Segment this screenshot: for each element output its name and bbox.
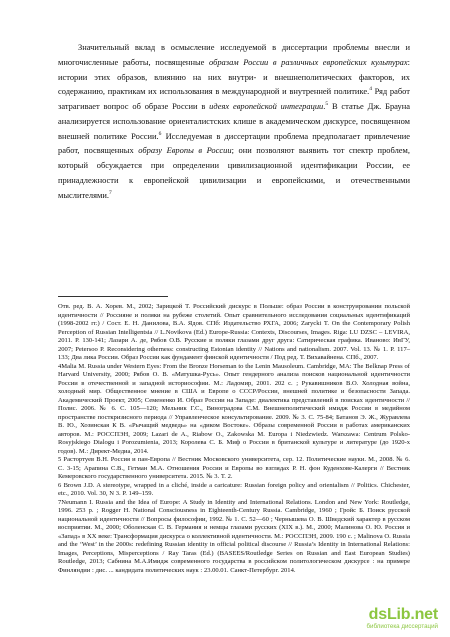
footnote-ref[interactable]: 7	[108, 189, 112, 196]
text-run: В статье Дж. Брауна анализируется использование ориенталистских клише в академическом дискурсе, посвященном внешней политике России.	[58, 101, 410, 141]
watermark-subtitle: библиотека диссертаций	[366, 623, 438, 630]
watermark-logo	[369, 606, 438, 624]
main-text	[58, 40, 410, 202]
text-run: Исследуемая в диссертации проблема предполагает привлечение работ, посвященных	[58, 130, 411, 156]
main-paragraph	[58, 40, 410, 202]
footnote: Отв. ред. В. А. Хорев. М., 2002; Зарицкой Т. Российский дискурс в Польше: образ России в конструировании польской идентичности // Россияне и поляки на рубеже столетий. Опыт сравнительного исследования социальных идентификаций (1998-2002 гг.) / Сост. Е. Н. Данилова, В.А. Ядов. СПб: Издательство РХГА, 2006; Zarycki T. On the Contemporary Polish Perception of Russian Intelligentsia // L.Novikova (Ed.) Europe-Russia: Contexts, Discourses, Images. Riga: LU DZSC – LEVIRA, 2011. P. 130-141; Лазари А. де, Рябов О.В. Русские и поляки глазами друг друга: Сатирическая графика. Иваново: ИвГУ, 2007; Petersoo P. Reconsidering otherness: constructing Estonian identity // Nations and nationalism. 2007. Vol. 13. № 1. P. 117–133; Два лика России. Образ России как фундамент финской идентичности / Под ред. Т. Вихавайнена. СПб., 2007.	[58, 303, 410, 361]
footnote: 6 Brown J.D. A stereotype, wrapped in a cliché, inside a caricature: Russian foreign policy and orientalism // Politics. Chichester, etc., 2010. Vol. 30, N 3. P. 149–159.	[58, 481, 410, 497]
footnote: 7Neumann I. Russia and the Idea of Europe: A Study in Identity and International Relations. London and New York: Routledge, 1996. 253 p. ; Rogger H. National Consciousness in Eighteenth-Century Russia. Cambridge, 1960 ; Гройс Б. Поиск русской национальной идентичности // Вопросы философии, 1992. № 1. С. 52—60 ; Чернышева О. В. Шведский характер в русском восприятии. М., 2000; Оболенская С. В. Германия и немцы глазами русских (XIX в.). М., 2000; Малинова О. Ю. Россия и «Запад» в XX веке: Трансформация дискурса о коллективной идентичности. М.: РОССПЭН, 2009. 190 с. ; Malinova O. Russia and the ‘West’ in the 2000s: redefining Russian identity in official political discourse // Russia’s Identity in International Relations: Images, Perceptions, Misperceptions / Ray Taras (Ed.) (BASEES/Routledge Series on Russian and East European Studies) Routledge, 2013; Сабнина М.А.Имидж современного государства в российском политологическом дискурсе : на примере Финляндии : дис. ... кандидата политических наук : 23.00.01. Санкт-Петербург. 2014.	[58, 498, 410, 574]
footnote: 4Malia M. Russia under Western Eyes: From the Bronze Horseman to the Lenin Mausoleum. Cambridge, MA: The Belknap Press of Harvard University, 2000; Рябов О. В. «Матушка-Русь». Опыт гендерного анализа поисков национальной идентичности России в отечественной и западной историософии. М.: Ладомир, 2001. 202 с. ; Рукавишников В.О. Холодная война, холодный мир. Общественное мнение в США и Европе о СССР/России, внешней политике и безопасности Запада. Академический Проект, 2005; Семененко И. Образ России на Западе: диалектика представлений в поисках идентичности // Полис. 2006. № 6. С. 105—120; Мельник Г.С., Виноградова С.М. Внешнеполитический имидж России в медийном пространстве посткризисного периода // Управленческое консультирование. 2009. № 3. С. 75-84; Батанов Э. Ж., Журавлева В. Ю., Хозинская К В. «Рычащий медведь» на «диком Востоке». Образы современной России в работах американских авторов. М.: РОССПЭН, 2009; Lazari de A., Riabow O., Zakowska M. Europa i Niedzwiedz. Warszawa: Centrum Polsko-Rosyjskiego Dialogu i Porozumienia, 2013; Королева С. Б. Миф о России в британской культуре и литературе (до 1920-х годов). М.: Директ-Медиа, 2014.	[58, 362, 410, 455]
emphasis: образу Европы в России	[138, 145, 232, 156]
footnote: 5 Растортуев В.Н. Россия и пан-Европа // Вестник Московского университета, сер. 12. Политические науки. М., 2008. № 6. С. 3-15; Арапина С.В., Гетман М.А. Отношения России и Европы во взглядах Р. Н. фон Куденхове-Калерги // Вестник Кемеровского государственного университета. 2015. № 3. Т. 2.	[58, 456, 410, 480]
text-run: : истории этих образов, влиянию на них внутри- и внешнеполитических факторов, их содержанию, практикам их использования в международной и внутренней политике.	[58, 56, 411, 97]
emphasis: образам России в различных европейских культурах	[208, 56, 408, 67]
watermark	[352, 606, 438, 632]
watermark-logo-text: dsLib	[368, 606, 411, 623]
footnote-ref[interactable]: 6	[158, 130, 162, 137]
footnote-ref[interactable]: 4	[369, 86, 372, 93]
footnote-ref[interactable]: 5	[325, 101, 329, 108]
text-run: Ряд работ затрагивает вопрос об образе России в	[58, 86, 410, 111]
text-run: Значительный вклад в осмысление исследуемой в диссертации проблемы внесли и многочисленные работы, посвященные	[58, 42, 410, 67]
text-run: ; они позволяют выявить тот спектр проблем, который обсуждается при определении цивилизационной идентификации России, ее принадлежности к европейской цивилизации и европейскими, и отечественными мыслителями.	[58, 145, 410, 200]
footnote-separator	[58, 296, 168, 297]
text-run: .	[323, 101, 326, 111]
watermark-logo-tld: .net	[410, 606, 438, 623]
emphasis: идеях европейской интеграции	[209, 101, 324, 111]
footnotes	[58, 303, 410, 575]
